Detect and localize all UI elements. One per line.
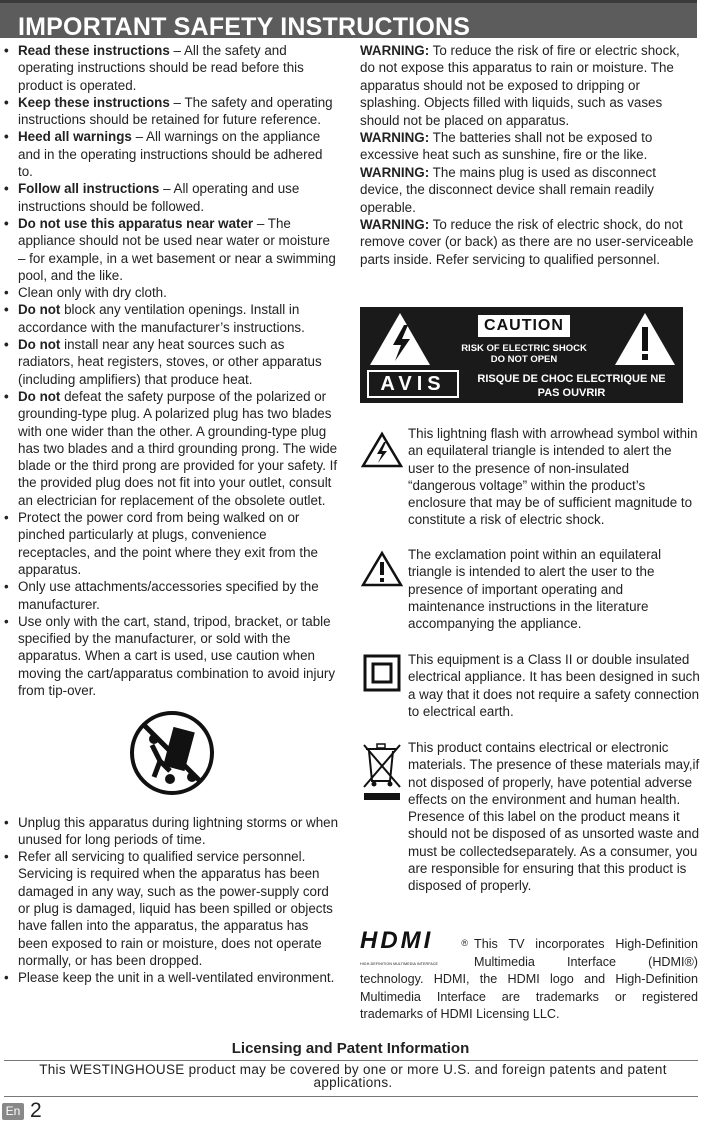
list-item: • Refer all servicing to qualified service personnel. Servicing is required when the apparatus has been damaged in any way, such as the power-supply cord or plug is damaged, liquid has been spilled or objects have fallen into the apparatus, the apparatus has been exposed to rain or moisture, does not operate normally, or has been dropped. <box>4 848 340 969</box>
exclamation-triangle-icon <box>360 546 404 591</box>
double-square-icon <box>360 651 404 696</box>
class2-description: This equipment is a Class II or double insulated electrical appliance. It has been designed in such a way that it does not require a safety connection to electrical earth. <box>408 652 700 719</box>
avis-word: AVIS <box>380 373 446 395</box>
right-column <box>360 42 698 268</box>
list-item: • Use only with the cart, stand, tripod, bracket, or table specified by the manufacturer, or sold with the apparatus. When a cart is used, use caution when moving the cart/apparatus combination to avoid injury from tip-over. <box>4 613 340 699</box>
language-badge: En <box>2 1103 24 1120</box>
warning-text: WARNING: To reduce the risk of fire or electric shock, do not expose this apparatus to rain or moisture. The apparatus should not be exposed to dripping or splashing. Objects filled with liquids, such as vases should not be placed on apparatus. <box>360 43 680 128</box>
risk-fr-line-2: PAS OUVRIR <box>537 387 606 399</box>
exclamation-symbol-row <box>360 546 698 636</box>
safety-list-2 <box>4 814 340 987</box>
list-item: • Heed all warnings – All warnings on the appliance and in the operating instructions should be adhered to. <box>4 128 340 180</box>
list-item: • Keep these instructions – The safety and operating instructions should be retained for future reference. <box>4 94 340 129</box>
caution-label <box>360 307 683 403</box>
risk-en-line-1: RISK OF ELECTRIC SHOCK <box>461 343 587 354</box>
page-number: 2 <box>30 1099 42 1122</box>
title-bar <box>0 0 697 41</box>
weee-description: This product contains electrical or electronic materials. The presence of these materials may,if not disposed of properly, have potential adverse effects on the environment and human health. Presence of this label on the product means it should not be disposed of as unsorted waste and must be collectedseparately. As a consumer, you are responsible for ensuring that this product is disposed of properly. <box>408 740 700 894</box>
list-item: • Do not use this apparatus near water – The appliance should not be used near water or moisture – for example, in a wet basement or near a swimming pool, and the like. <box>4 215 340 284</box>
weee-symbol-row <box>360 739 698 917</box>
warning-text: WARNING: To reduce the risk of electric shock, do not remove cover (or back) as there are no user-serviceable parts inside. Refer servicing to qualified personnel. <box>360 217 694 267</box>
caution-word: CAUTION <box>484 317 564 334</box>
lightning-triangle-icon <box>360 425 404 472</box>
page-title: IMPORTANT SAFETY INSTRUCTIONS <box>18 13 471 41</box>
list-item: • Unplug this apparatus during lightning storms or when unused for long periods of time. <box>4 814 340 849</box>
lightning-description: This lightning flash with arrowhead symbol within an equilateral triangle is intended to alert the user to the presence of non-insulated “dangerous voltage” within the product’s enclosure that may be of sufficient magnitude to constitute a risk of electric shock. <box>408 426 698 528</box>
hdmi-notice <box>360 927 698 1024</box>
licensing-text: This WESTINGHOUSE product may be covered by one or more U.S. and foreign patents and patent applications. <box>39 1062 667 1090</box>
list-item: • Clean only with dry cloth. <box>4 284 340 301</box>
divider <box>4 1060 698 1061</box>
hdmi-logo: HDMI ® HIGH-DEFINITION MULTIMEDIA INTERFACE <box>360 927 468 966</box>
list-item: • Follow all instructions – All operating and use instructions should be followed. <box>4 180 340 215</box>
risk-fr-line-1: RISQUE DE CHOC ELECTRIQUE NE <box>477 373 666 385</box>
list-item: • Only use attachments/accessories specified by the manufacturer. <box>4 578 340 613</box>
list-item: • Read these instructions – All the safety and operating instructions should be read before this product is operated. <box>4 42 340 94</box>
cart-warning-icon <box>4 711 340 799</box>
warning-text: WARNING: The mains plug is used as disconnect device, the disconnect device shall remain readily operable. <box>360 164 656 215</box>
list-item: • Do not defeat the safety purpose of the polarized or grounding-type plug. A polarized plug has two blades with one wider than the other. A grounding-type plug has two blades and a third grounding prong. The wide blade or the third prong are provided for your safety. If the provided plug does not fit into your outlet, consult an electrician for replacement of the obsolete outlet. <box>4 388 340 509</box>
warning-text: WARNING: The batteries shall not be exposed to excessive heat such as sunshine, fire or the like. <box>360 130 653 163</box>
list-item: • Do not block any ventilation openings. Install in accordance with the manufacturer’s instructions. <box>4 301 340 336</box>
divider <box>4 1096 698 1097</box>
class2-symbol-row <box>360 651 698 723</box>
lightning-symbol-row <box>360 425 698 530</box>
hdmi-description: This TV incorporates High-Definition Multimedia Interface (HDMI®) technology. HDMI, the HDMI logo and High-Definition Multimedia Interface are trademarks or registered trademarks of HDMI Licensing LLC. <box>360 937 698 1021</box>
list-item: • Do not install near any heat sources such as radiators, heat registers, stoves, or other apparatus (including amplifiers) that produce heat. <box>4 336 340 388</box>
list-item: • Protect the power cord from being walked on or pinched particularly at plugs, convenience receptacles, and the point where they exit from the apparatus. <box>4 509 340 578</box>
weee-bin-icon <box>360 739 404 804</box>
left-column <box>4 42 340 987</box>
risk-en-line-2: DO NOT OPEN <box>490 354 558 365</box>
list-item: • Please keep the unit in a well-ventilated environment. <box>4 969 340 986</box>
safety-list <box>4 42 340 699</box>
licensing-title: Licensing and Patent Information <box>231 1040 470 1057</box>
exclamation-description: The exclamation point within an equilateral triangle is intended to alert the user to the presence of important operating and maintenance instructions in the literature accompanying the appliance. <box>408 547 662 632</box>
